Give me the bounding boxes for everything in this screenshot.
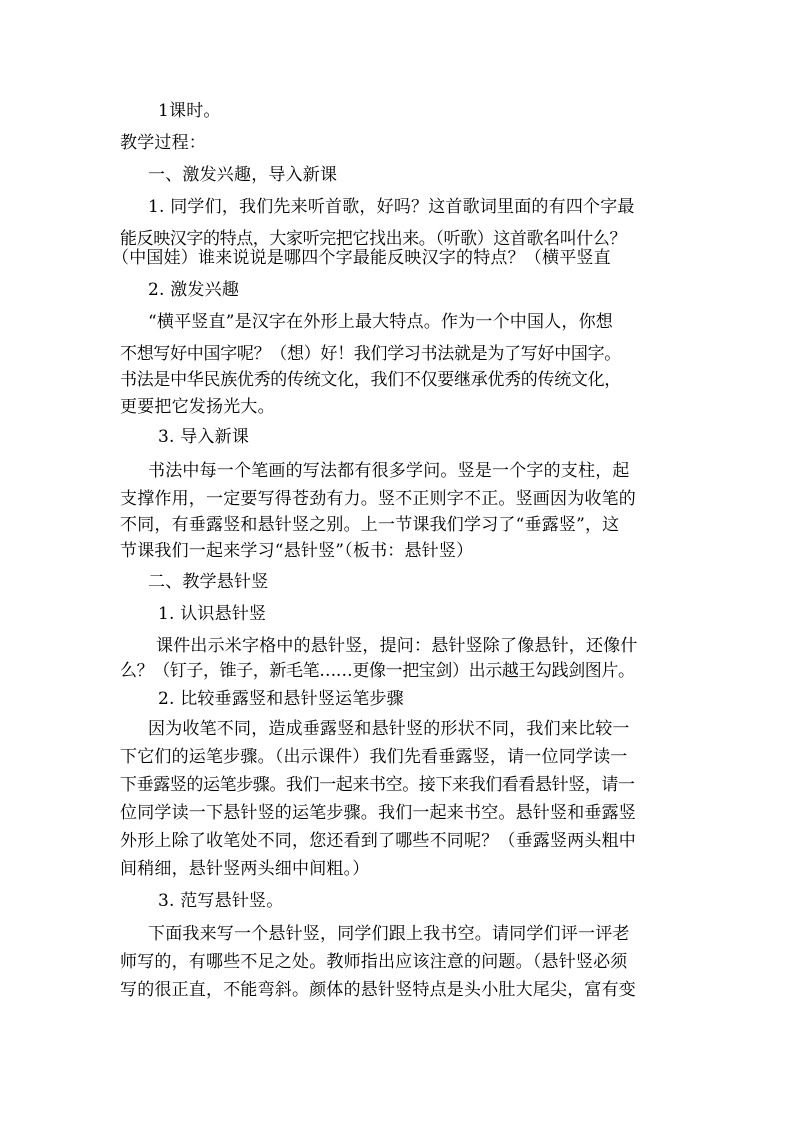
subheading: 3. 导入新课 xyxy=(158,427,250,447)
text-line: 下面我来写一个悬针竖，同学们跟上我书空。请同学们评一评老 xyxy=(148,924,630,944)
text-line: 节课我们一起来学习“悬针竖”（板书：悬针竖） xyxy=(120,541,474,561)
text-line: 支撑作用，一定要写得苍劲有力。竖不正则字不正。竖画因为收笔的 xyxy=(120,489,636,509)
text-line: 课件出示米字格中的悬针竖，提问：悬针竖除了像悬针，还像什 xyxy=(156,636,638,656)
text-line: 下它们的运笔步骤。（出示课件）我们先看垂露竖，请一位同学读一 xyxy=(120,747,628,767)
text-line: 么？（钉子，锥子，新毛笔……更像一把宝剑）出示越王勾践剑图片。 xyxy=(120,661,635,681)
section-heading: 一、激发兴趣，导入新课 xyxy=(148,165,338,185)
text-line: 外形上除了收笔处不同，您还看到了哪些不同呢？（垂露竖两头粗中 xyxy=(120,831,636,851)
text-line: 书法中每一个笔画的写法都有很多学问。竖是一个字的支柱，起 xyxy=(148,461,630,481)
text-line: 1课时。 xyxy=(158,101,221,121)
text-line: 位同学读一下悬针竖的运笔步骤。我们一起来书空。悬针竖和垂露竖 xyxy=(120,803,636,823)
text-line: 间稍细，悬针竖两头细中间粗。） xyxy=(120,859,370,879)
text-line: 不想写好中国字呢？（想）好！我们学习书法就是为了写好中国字。 xyxy=(120,344,621,364)
text-line: （中国娃）谁来说说是哪四个字最能反映汉字的特点？（横平竖直 xyxy=(112,248,611,268)
text-line: 更要把它发扬光大。 xyxy=(120,397,275,417)
subheading: 2. 比较垂露竖和悬针竖运笔步骤 xyxy=(158,689,404,709)
text-line: 写的很正直，不能弯斜。颜体的悬针竖特点是头小肚大尾尖，富有变 xyxy=(120,980,636,1000)
subheading: 1. 认识悬针竖 xyxy=(158,604,267,624)
text-line: 能反映汉字的特点，大家听完把它找出来。（听歌）这首歌名叫什么？ xyxy=(120,229,627,249)
text-line: 下垂露竖的运笔步骤。我们一起来书空。接下来我们看看悬针竖，请一 xyxy=(120,775,635,795)
section-heading: 教学过程： xyxy=(120,133,206,153)
text-line: “横平竖直”是汉字在外形上最大特点。作为一个中国人，你想 xyxy=(148,312,613,332)
text-line: 不同，有垂露竖和悬针竖之别。上一节课我们学习了“垂露竖”，这 xyxy=(120,515,620,535)
text-line: 1. 同学们，我们先来听首歌，好吗？这首歌词里面的有四个字最 xyxy=(148,197,635,217)
text-line: 书法是中华民族优秀的传统文化，我们不仅要继承优秀的传统文化， xyxy=(120,370,621,390)
section-heading: 二、教学悬针竖 xyxy=(148,572,269,592)
text-line: 师写的，有哪些不足之处。教师指出应该注意的问题。（悬针竖必须 xyxy=(120,952,628,972)
text-line: 因为收笔不同，造成垂露竖和悬针竖的形状不同，我们来比较一 xyxy=(148,719,630,739)
subheading: 2. 激发兴趣 xyxy=(148,280,240,300)
subheading: 3. 范写悬针竖。 xyxy=(158,891,284,911)
